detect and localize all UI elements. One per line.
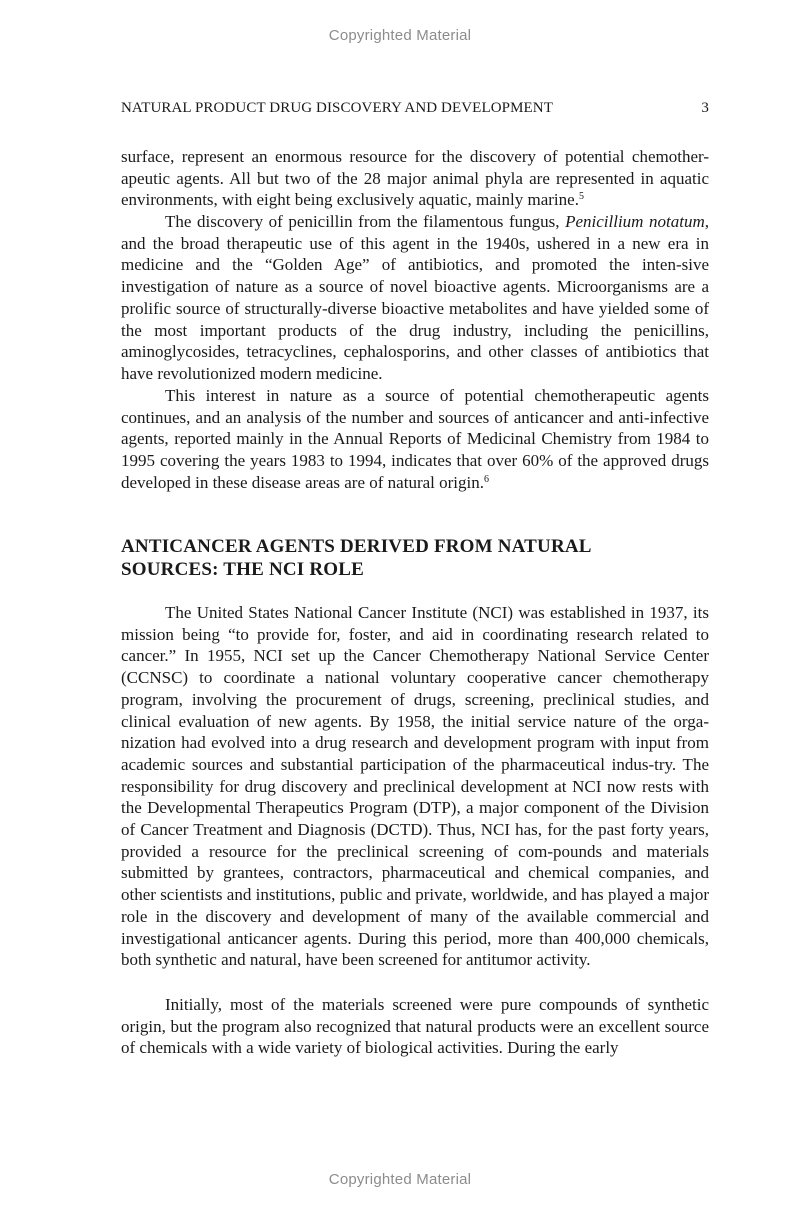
section-heading-line-1: ANTICANCER AGENTS DERIVED FROM NATURAL xyxy=(121,536,592,557)
running-head xyxy=(121,100,709,117)
copyright-watermark-top: Copyrighted Material xyxy=(328,27,472,44)
paragraph-penicillin xyxy=(121,211,709,385)
paragraph-text: The United States National Cancer Institute (NCI) was established in 1937, its mission being “to provide for, foster, and aid in coordinating research related to cancer.” In 1955, NCI set up the Cancer Chemotherapy National Service Center (CCNSC) to coordinate a national voluntary cooperative cancer chemotherapy program, involving the procurement of drugs, screening, preclinical studies, and clinical evaluation of new agents. By 1958, the initial service nature of the orga-nization had evolved into a drug research and development program with input from academic sources and substantial participation of the pharmaceutical indus-try. The responsibility for drug discovery and preclinical development at NCI now rests with the Developmental Therapeutics Program (DTP), a major component of the Division of Cancer Treatment and Diagnosis (DCTD). Thus, NCI has, for the past forty years, provided a resource for the preclinical screening of com-pounds and materials submitted by grantees, contractors, pharmaceutical and chemical companies, and other scientists and institutions, public and private, worldwide, and has played a major role in the discovery and development of many of the available commercial and investigational anticancer agents. During this period, more than 400,000 chemicals, both synthetic and natural, have been screened for antitumor activity. xyxy=(121,603,709,970)
running-head-title: NATURAL PRODUCT DRUG DISCOVERY AND DEVELOPMENT xyxy=(121,100,553,116)
copyright-watermark-bottom: Copyrighted Material xyxy=(328,1171,472,1188)
paragraph-text: Initially, most of the materials screened were pure compounds of synthetic origin, but the program also recognized that natural products were an excellent source of chemicals with a wide variety of biological activities. During the early xyxy=(121,995,709,1058)
paragraph-initial-screening xyxy=(121,994,709,1059)
paragraph-text: surface, represent an enormous resource for the discovery of potential chemother-apeutic agents. All but two of the 28 major animal phyla are represented in aquatic environments, with eight being exclusively aquatic, mainly marine. xyxy=(121,147,709,210)
reference-superscript: 5 xyxy=(578,191,584,203)
section-heading xyxy=(121,535,709,581)
reference-superscript: 6 xyxy=(484,473,489,485)
page-number: 3 xyxy=(701,100,709,116)
paragraph-text: The discovery of penicillin from the filamentous fungus, xyxy=(165,212,566,231)
paragraph-continued xyxy=(121,146,709,211)
paragraph-nci-history xyxy=(121,602,709,971)
paragraph-text: , and the broad therapeutic use of this agent in the 1940s, ushered in a new era in medicine and the “Golden Age” of antibiotics, and promoted the inten-sive investigation of nature as a source of novel bioactive agents. Microorganisms are a prolific source of structurally-diverse bioactive metabolites and have yielded some of the most important products of the drug industry, including the penicillins, aminoglycosides, tetracyclines, cephalosporins, and other classes of antibiotics that have revolutionized modern medicine. xyxy=(121,212,709,383)
species-name: Penicillium notatum xyxy=(565,212,705,231)
paragraph-nature-interest xyxy=(121,385,709,494)
section-heading-line-2: SOURCES: THE NCI ROLE xyxy=(121,559,364,580)
paragraph-text: This interest in nature as a source of potential chemotherapeutic agents continues, and an analysis of the number and sources of anticancer and anti-infective agents, reported mainly in the Annual Reports of Medicinal Chemistry from 1984 to 1995 covering the years 1983 to 1994, indicates that over 60% of the approved drugs developed in these disease areas are of natural origin. xyxy=(121,386,709,492)
